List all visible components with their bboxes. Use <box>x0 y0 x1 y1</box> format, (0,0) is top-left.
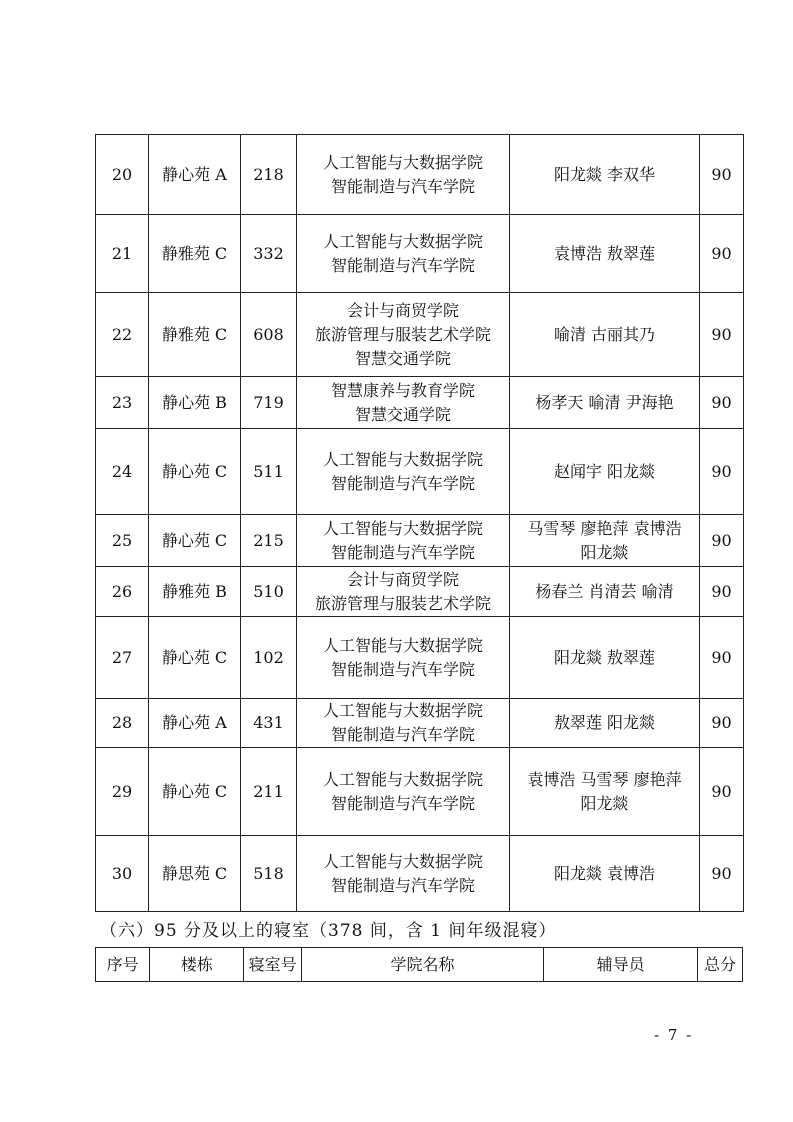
college-names <box>297 429 510 515</box>
college-name: 智能制造与汽车学院 <box>330 725 475 744</box>
counselor-names <box>510 515 700 567</box>
college-names <box>297 215 510 293</box>
building-name: 静思苑 C <box>149 836 241 912</box>
room-number: 719 <box>241 377 297 429</box>
total-score: 90 <box>700 617 744 699</box>
college-name: 智慧康养与教育学院 <box>330 380 475 400</box>
college-name: 人工智能与大数据学院 <box>322 635 483 655</box>
total-score: 90 <box>700 135 744 215</box>
college-name: 智慧交通学院 <box>354 404 451 424</box>
total-score: 90 <box>700 377 744 429</box>
college-name: 人工智能与大数据学院 <box>322 701 483 720</box>
college-name: 智能制造与汽车学院 <box>330 255 475 275</box>
counselor-line: 袁博浩 马雪琴 廖艳萍 <box>527 769 682 789</box>
counselor-line: 喻清 古丽其乃 <box>553 324 656 344</box>
table-row <box>96 515 744 567</box>
college-name: 人工智能与大数据学院 <box>322 231 483 251</box>
room-number: 332 <box>241 215 297 293</box>
row-number: 30 <box>96 836 149 912</box>
counselor-names <box>510 293 700 377</box>
row-number: 25 <box>96 515 149 567</box>
building-name: 静心苑 C <box>149 617 241 699</box>
college-name: 人工智能与大数据学院 <box>322 769 483 789</box>
table-row <box>96 699 744 748</box>
counselor-names <box>510 215 700 293</box>
total-score: 90 <box>700 567 744 617</box>
college-name: 旅游管理与服装艺术学院 <box>314 324 491 344</box>
college-names <box>297 699 510 748</box>
college-name: 旅游管理与服装艺术学院 <box>314 593 491 613</box>
college-names <box>297 567 510 617</box>
counselor-names <box>510 135 700 215</box>
college-names <box>297 748 510 836</box>
building-name: 静心苑 A <box>149 699 241 748</box>
total-score: 90 <box>700 429 744 515</box>
counselor-line: 阳龙燚 敖翠莲 <box>553 647 656 667</box>
building-name: 静心苑 C <box>149 429 241 515</box>
college-name: 会计与商贸学院 <box>346 300 459 320</box>
college-names <box>297 293 510 377</box>
table-row <box>96 567 744 617</box>
total-score: 90 <box>700 836 744 912</box>
header-college: 学院名称 <box>301 948 544 982</box>
college-name: 智能制造与汽车学院 <box>330 793 475 813</box>
row-number: 26 <box>96 567 149 617</box>
total-score: 90 <box>700 293 744 377</box>
building-name: 静雅苑 C <box>149 215 241 293</box>
total-score: 90 <box>700 748 744 836</box>
table-row <box>96 215 744 293</box>
counselor-names <box>510 377 700 429</box>
room-number: 608 <box>241 293 297 377</box>
college-name: 智能制造与汽车学院 <box>330 542 475 562</box>
total-score: 90 <box>700 699 744 748</box>
row-number: 23 <box>96 377 149 429</box>
row-number: 29 <box>96 748 149 836</box>
counselor-line: 阳龙燚 袁博浩 <box>553 863 656 883</box>
table-header-row <box>96 948 743 982</box>
college-name: 人工智能与大数据学院 <box>322 518 483 538</box>
table-row <box>96 135 744 215</box>
table-row <box>96 293 744 377</box>
room-number: 510 <box>241 567 297 617</box>
room-number: 102 <box>241 617 297 699</box>
counselor-names <box>510 836 700 912</box>
row-number: 27 <box>96 617 149 699</box>
counselor-names <box>510 699 700 748</box>
room-number: 518 <box>241 836 297 912</box>
room-number: 218 <box>241 135 297 215</box>
college-name: 会计与商贸学院 <box>346 569 459 589</box>
building-name: 静心苑 C <box>149 515 241 567</box>
total-score: 90 <box>700 515 744 567</box>
building-name: 静心苑 B <box>149 377 241 429</box>
row-number: 24 <box>96 429 149 515</box>
room-number: 215 <box>241 515 297 567</box>
counselor-line: 阳龙燚 <box>580 793 629 813</box>
table-row <box>96 429 744 515</box>
counselor-names <box>510 617 700 699</box>
college-name: 智能制造与汽车学院 <box>330 875 475 895</box>
counselor-line: 阳龙燚 李双华 <box>553 164 656 184</box>
counselor-line: 马雪琴 廖艳萍 袁博浩 <box>527 518 682 538</box>
row-number: 28 <box>96 699 149 748</box>
table-row <box>96 617 744 699</box>
page-number: - 7 - <box>654 1026 694 1044</box>
building-name: 静雅苑 C <box>149 293 241 377</box>
counselor-line: 阳龙燚 <box>580 542 629 562</box>
header-score: 总分 <box>697 948 742 982</box>
room-number: 511 <box>241 429 297 515</box>
building-name: 静心苑 A <box>149 135 241 215</box>
dormitory-table-body <box>96 135 744 912</box>
college-names <box>297 515 510 567</box>
section-heading: （六）95 分及以上的寝室（378 间，含 1 间年级混寝） <box>100 921 557 941</box>
table-row <box>96 836 744 912</box>
college-name: 人工智能与大数据学院 <box>322 851 483 871</box>
counselor-names <box>510 429 700 515</box>
row-number: 22 <box>96 293 149 377</box>
college-names <box>297 135 510 215</box>
counselor-line: 袁博浩 敖翠莲 <box>553 243 656 263</box>
counselor-names <box>510 748 700 836</box>
counselor-line: 赵闻宇 阳龙燚 <box>553 461 656 481</box>
counselor-line: 杨春兰 肖清芸 喻清 <box>535 581 674 601</box>
college-name: 智慧交通学院 <box>354 348 451 368</box>
header-building: 楼栋 <box>150 948 244 982</box>
header-room: 寝室号 <box>244 948 301 982</box>
dormitory-score-table <box>95 134 744 912</box>
table-row <box>96 748 744 836</box>
building-name: 静心苑 C <box>149 748 241 836</box>
table-row <box>96 377 744 429</box>
college-name: 人工智能与大数据学院 <box>322 152 483 172</box>
counselor-names <box>510 567 700 617</box>
college-name: 智能制造与汽车学院 <box>330 176 475 196</box>
college-names <box>297 836 510 912</box>
header-no: 序号 <box>96 948 150 982</box>
college-name: 智能制造与汽车学院 <box>330 659 475 679</box>
college-name: 人工智能与大数据学院 <box>322 449 483 469</box>
college-names <box>297 617 510 699</box>
row-number: 20 <box>96 135 149 215</box>
header-counselor: 辅导员 <box>544 948 698 982</box>
row-number: 21 <box>96 215 149 293</box>
college-name: 智能制造与汽车学院 <box>330 473 475 493</box>
building-name: 静雅苑 B <box>149 567 241 617</box>
counselor-line: 敖翠莲 阳龙燚 <box>553 713 656 732</box>
college-names <box>297 377 510 429</box>
next-section-table-header <box>95 947 743 982</box>
counselor-line: 杨孝天 喻清 尹海艳 <box>535 392 674 412</box>
room-number: 431 <box>241 699 297 748</box>
room-number: 211 <box>241 748 297 836</box>
total-score: 90 <box>700 215 744 293</box>
